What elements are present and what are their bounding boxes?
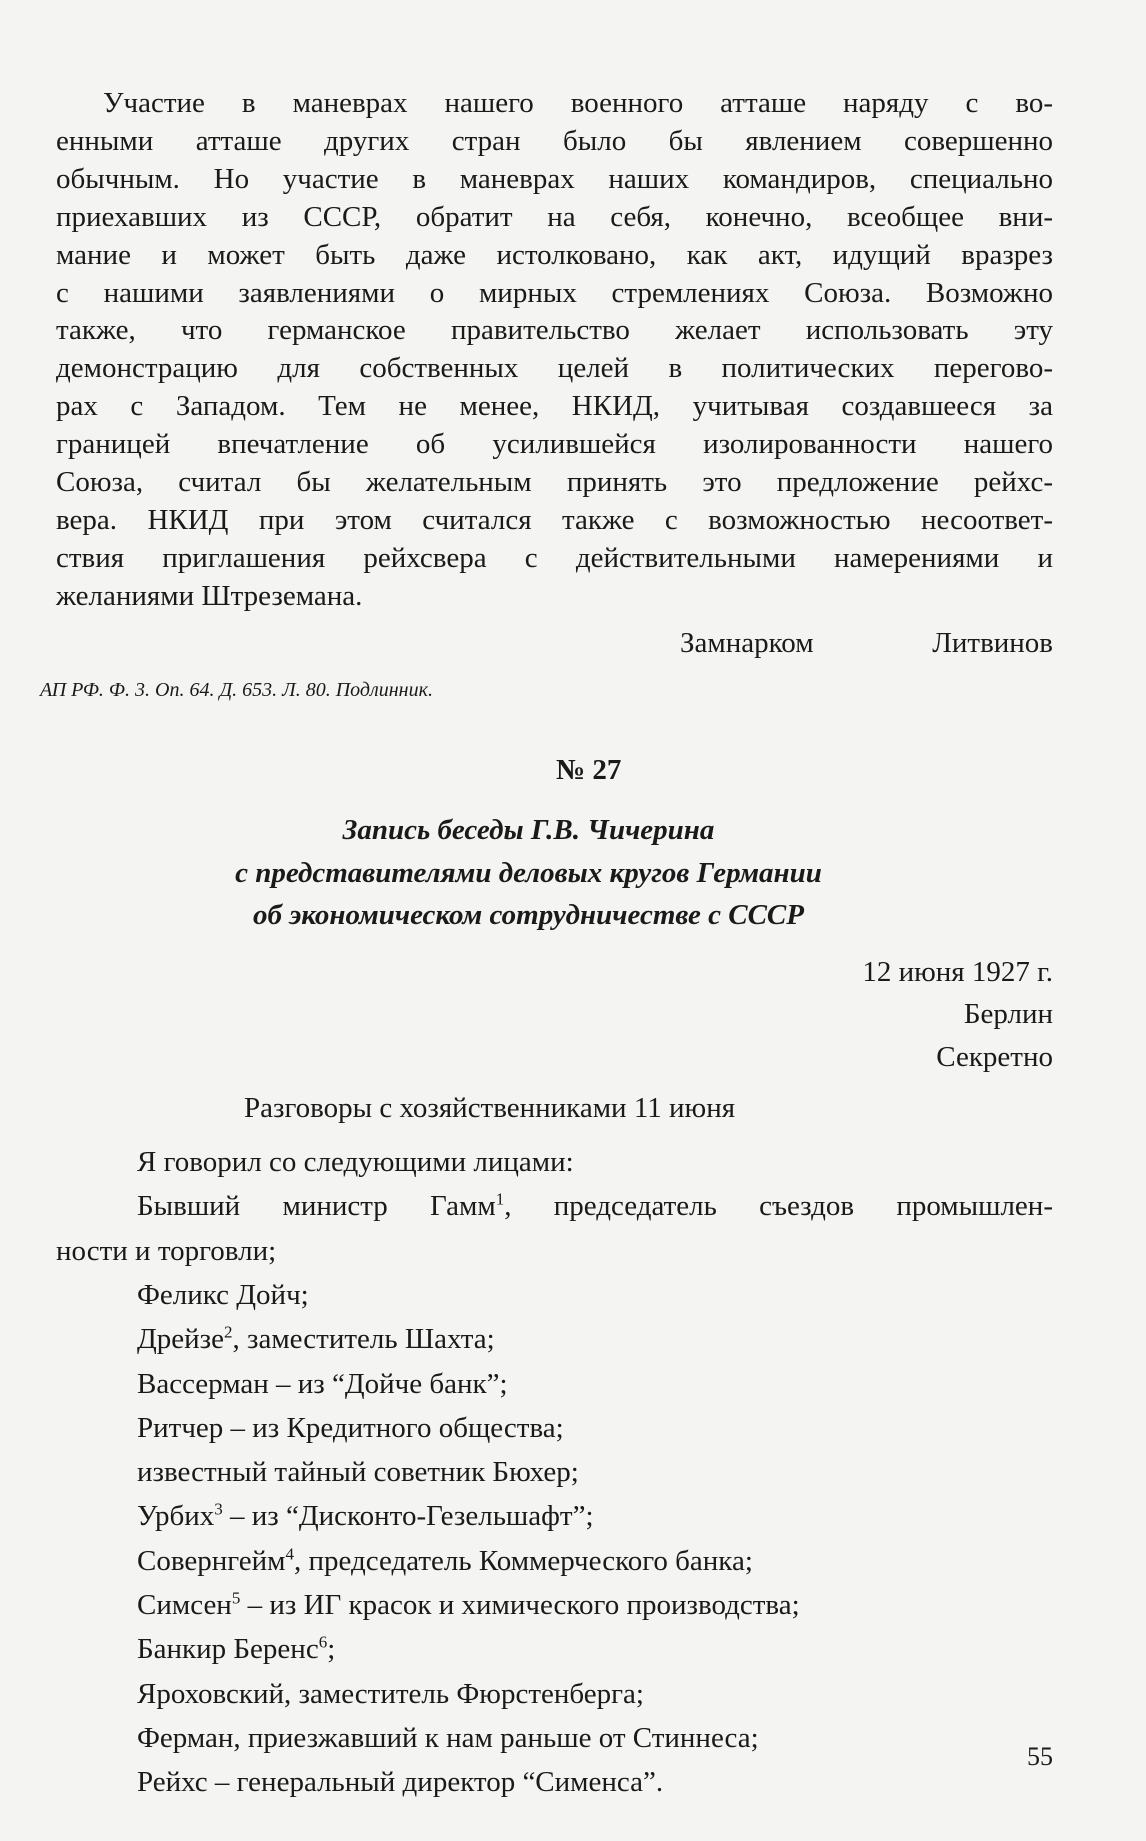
document-title-line: с представителями деловых кругов Германии — [235, 857, 822, 889]
document-title-line: об экономическом сотрудничестве с СССР — [253, 899, 804, 931]
list-item — [137, 1498, 594, 1534]
archive-reference: АП РФ. Ф. 3. Оп. 64. Д. 653. Л. 80. Подлинник. — [40, 679, 433, 701]
paragraph-line: желаниями Штреземана. — [56, 579, 363, 612]
list-item-text: Яроховский, заместитель Фюрстенберга; — [137, 1677, 644, 1710]
list-item — [137, 1454, 579, 1490]
list-item-text: Ритчер – из Кредитного общества; — [137, 1411, 564, 1444]
list-item — [56, 1233, 276, 1269]
list-item-text: – из “Дисконто-Гезельшафт”; — [222, 1500, 594, 1533]
paragraph-line: с нашими заявлениями о мирных стремлениях Союза. Возможно — [56, 276, 1053, 309]
paragraph-line: вера. НКИД при этом считался также с возможностью несоответ- — [56, 503, 1053, 536]
page-number: 55 — [1027, 1742, 1053, 1771]
list-item-text: – из ИГ красок и химического производства; — [240, 1589, 800, 1621]
signature-name: Литвинов — [932, 627, 1053, 659]
list-item — [137, 1631, 335, 1667]
footnote-marker[interactable]: 1 — [495, 1189, 505, 1209]
list-item — [137, 1321, 495, 1357]
list-item — [137, 1410, 564, 1446]
list-item-text: Дрейзе — [137, 1323, 224, 1356]
list-item — [137, 1587, 800, 1623]
classification: Секретно — [936, 1041, 1053, 1073]
list-item — [137, 1676, 644, 1712]
list-item-text: Рейхс – генеральный директор “Сименса”. — [137, 1766, 664, 1799]
list-item — [137, 1366, 508, 1402]
paragraph-line: границей впечатление об усилившейся изолированности нашего — [56, 428, 1053, 461]
list-item-text: известный тайный советник Бюхер; — [137, 1456, 579, 1489]
list-item-text: , председатель съездов промышлен- — [504, 1190, 1053, 1223]
list-item-text: , заместитель Шахта; — [232, 1323, 495, 1356]
list-item-text: , председатель Коммерческого банка; — [294, 1544, 753, 1577]
paragraph-line: демонстрацию для собственных целей в политических перегово- — [56, 352, 1053, 385]
list-item-text: ности и торговли; — [56, 1234, 277, 1267]
document-place: Берлин — [963, 998, 1053, 1030]
list-item-text: Вассерман – из “Дойче банк”; — [137, 1367, 508, 1400]
footnote-marker[interactable]: 3 — [214, 1499, 223, 1519]
list-item — [137, 1543, 753, 1579]
section-heading: Разговоры с хозяйственниками 11 июня — [244, 1092, 736, 1124]
paragraph-line: также, что германское правительство желает использовать эту — [56, 314, 1053, 347]
list-item — [137, 1188, 1053, 1224]
paragraph-line: рах с Западом. Тем не менее, НКИД, учитывая создавшееся за — [56, 390, 1053, 423]
paragraph-line: ствия приглашения рейхсвера с действительными намерениями и — [56, 541, 1053, 574]
list-item-text: Я говорил со следующими лицами: — [137, 1146, 574, 1178]
list-item — [137, 1720, 759, 1756]
paragraph-line: Участие в маневрах нашего военного атташе наряду с во- — [103, 87, 1053, 119]
signature — [680, 625, 1053, 661]
list-item-text: ; — [327, 1633, 336, 1666]
list-item-text: Феликс Дойч; — [137, 1278, 309, 1311]
list-item-text: Урбих — [137, 1500, 215, 1533]
list-item-text: Совернгейм — [137, 1544, 286, 1577]
list-item — [137, 1277, 309, 1313]
footnote-marker[interactable]: 5 — [231, 1588, 241, 1608]
footnote-marker[interactable]: 6 — [318, 1632, 328, 1652]
paragraph-line: енными атташе других стран было бы явлением совершенно — [56, 124, 1053, 157]
footnote-marker[interactable]: 2 — [224, 1322, 233, 1342]
list-item — [137, 1764, 663, 1800]
list-item-text: Бывший министр Гамм — [137, 1190, 496, 1223]
list-item-text: Банкир Беренс — [137, 1633, 319, 1666]
list-item-text: Ферман, приезжавший к нам раньше от Стиннеса; — [137, 1721, 759, 1754]
document-title-line: Запись беседы Г.В. Чичерина — [342, 814, 715, 846]
document-number: № 27 — [556, 754, 622, 786]
signature-title: Замнарком — [680, 627, 814, 659]
list-item-text: Симсен — [137, 1589, 232, 1621]
document-date: 12 июня 1927 г. — [862, 956, 1053, 988]
paragraph-line: обычным. Но участие в маневрах наших командиров, специально — [56, 162, 1053, 195]
paragraph-line: Союза, считал бы желательным принять это предложение рейхс- — [56, 466, 1053, 498]
paragraph-line: мание и может быть даже истолковано, как акт, идущий вразрез — [56, 238, 1053, 271]
list-item — [137, 1144, 574, 1180]
paragraph-line: приехавших из СССР, обратит на себя, конечно, всеобщее вни- — [56, 200, 1053, 233]
footnote-marker[interactable]: 4 — [285, 1544, 295, 1564]
